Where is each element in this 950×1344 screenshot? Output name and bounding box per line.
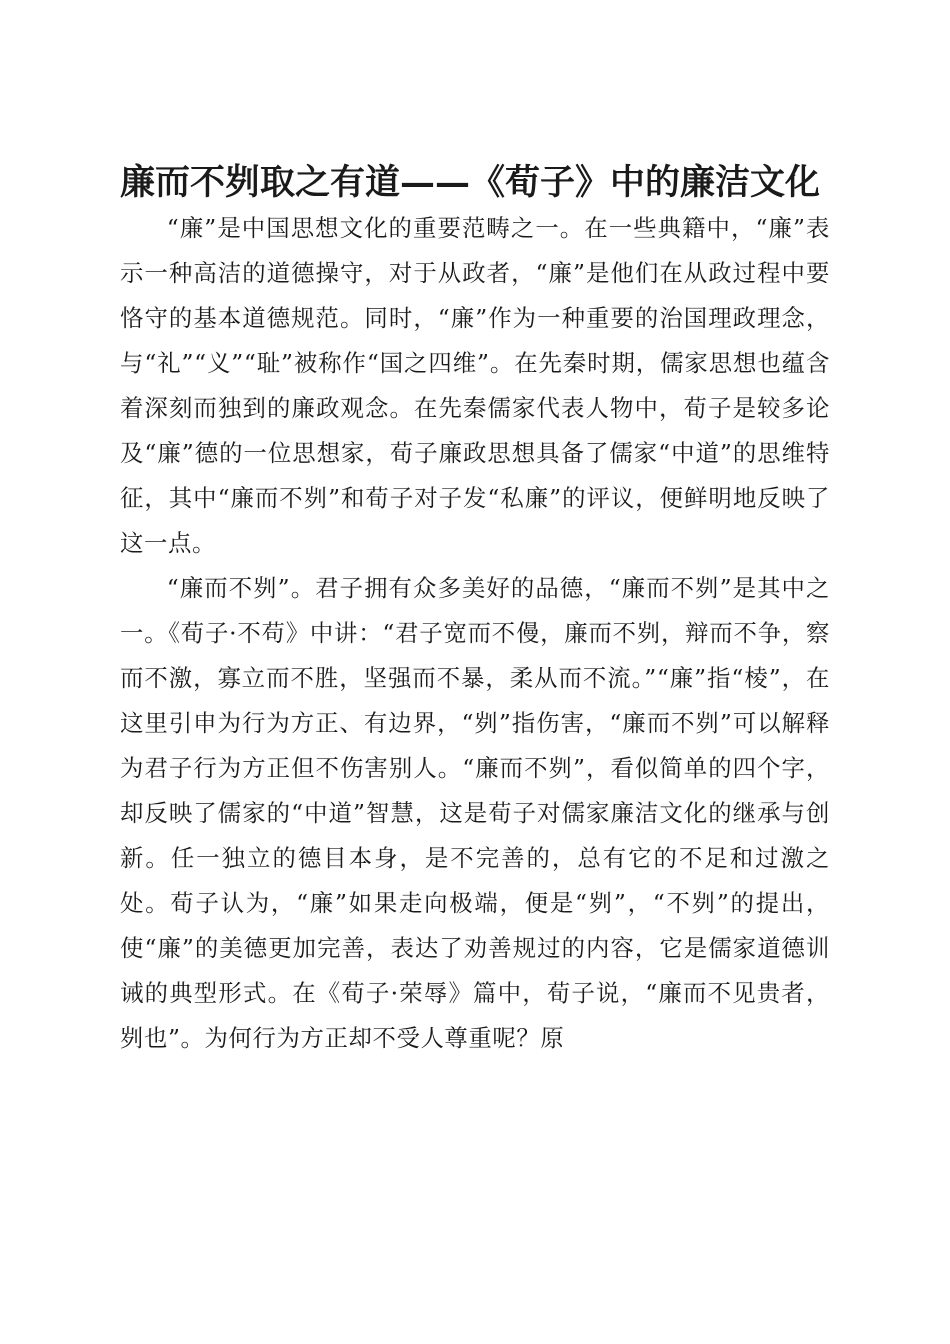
paragraph-2: “廉而不刿”。君子拥有众多美好的品德，“廉而不刿”是其中之一。《荀子·不苟》中讲：“君子宽而不僈，廉而不刿，辩而不争，察而不激，寡立而不胜，坚强而不暴，柔从而不流。”“廉”指“棱”，在这里引申为行为方正、有边界，“刿”指伤害，“廉而不刿”可以解释为君子行为方正但不伤害别人。“廉而不刿”，看似简单的四个字，却反映了儒家的“中道”智慧，这是荀子对儒家廉洁文化的继承与创新。任一独立的德目本身，是不完善的，总有它的不足和过激之处。荀子认为，“廉”如果走向极端，便是“刿”，“不刿”的提出，使“廉”的美德更加完善，表达了劝善规过的内容，它是儒家道德训诫的典型形式。在《荀子·荣辱》篇中，荀子说，“廉而不见贵者，刿也”。为何行为方正却不受人尊重呢？原 <box>120 574 830 1052</box>
document-body <box>120 206 830 1061</box>
paragraph-1: “廉”是中国思想文化的重要范畴之一。在一些典籍中，“廉”表示一种高洁的道德操守，对于从政者，“廉”是他们在从政过程中要恪守的基本道德规范。同时，“廉”作为一种重要的治国理政理念，与“礼”“义”“耻”被称作“国之四维”。在先秦时期，儒家思想也蕴含着深刻而独到的廉政观念。在先秦儒家代表人物中，荀子是较多论及“廉”德的一位思想家，荀子廉政思想具备了儒家“中道”的思维特征，其中“廉而不刿”和荀子对子发“私廉”的评议，便鲜明地反映了这一点。 <box>120 214 830 557</box>
document-title: 廉而不刿取之有道——《荀子》中的廉洁文化 <box>120 162 821 204</box>
